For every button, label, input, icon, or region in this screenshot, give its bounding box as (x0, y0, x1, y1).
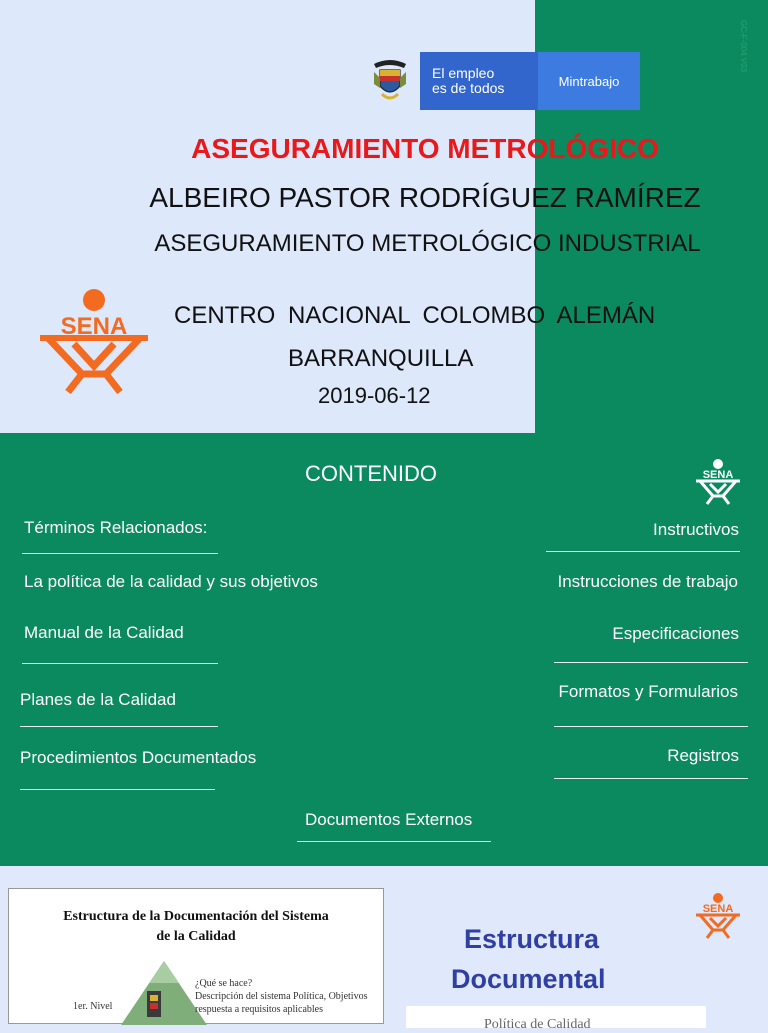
partial-image-text: Política de Calidad (484, 1017, 591, 1032)
colombia-coat-of-arms-icon (370, 58, 410, 102)
divider (554, 778, 748, 779)
subtitle: ASEGURAMIENTO METROLÓGICO INDUSTRIAL (154, 230, 701, 257)
contents-item-procedimientos: Procedimientos Documentados (20, 748, 257, 767)
sena-logo-icon (694, 892, 742, 940)
center-name: CENTRO NACIONAL COLOMBO ALEMÁN (174, 302, 656, 329)
contents-title: CONTENIDO (305, 461, 437, 486)
divider (554, 726, 748, 727)
divider (22, 553, 218, 554)
contents-item-externos: Documentos Externos (305, 810, 473, 829)
heading-line2: Documental (451, 964, 606, 994)
contents-item-manual: Manual de la Calidad (24, 623, 184, 642)
contents-item-formatos: Formatos y Formularios (558, 682, 738, 701)
partial-image (406, 1006, 706, 1032)
divider (20, 789, 215, 790)
contents-item-instructivos: Instructivos (653, 520, 739, 539)
city: BARRANQUILLA (288, 345, 474, 372)
divider (297, 841, 491, 842)
sena-logo-text: SENA (702, 469, 734, 481)
level-label: 1er. Nivel (73, 1001, 113, 1012)
divider (20, 726, 218, 727)
sena-logo-text: SENA (60, 313, 128, 340)
divider (22, 663, 218, 664)
contents-item-planes: Planes de la Calidad (20, 690, 176, 709)
heading-line1: Estructura (464, 924, 600, 954)
sena-logo-text: SENA (702, 903, 734, 915)
contents-item-politica: La política de la calidad y sus objetivos (24, 572, 318, 591)
sena-logo-icon (38, 288, 150, 396)
contents-item-terminos: Términos Relacionados: (24, 518, 208, 537)
title-slide (0, 0, 768, 433)
doc-title-line2: de la Calidad (156, 929, 236, 944)
author-name: ALBEIRO PASTOR RODRÍGUEZ RAMÍREZ (149, 182, 701, 213)
contents-item-especificaciones: Especificaciones (612, 624, 739, 643)
structure-slide (0, 866, 768, 1032)
description-line2: respuesta a requisitos aplicables (195, 1004, 324, 1015)
sena-logo-icon (694, 458, 742, 506)
logo-line2: es de todos (432, 80, 505, 96)
slide-title: ASEGURAMIENTO METROLÓGICO (191, 133, 659, 164)
doc-title-line1: Estructura de la Documentación del Sistema (63, 909, 329, 924)
mintrabajo-logo (420, 52, 640, 110)
document-structure-image (8, 888, 384, 1024)
contents-item-instrucciones: Instrucciones de trabajo (557, 572, 738, 591)
divider (546, 551, 740, 552)
date: 2019-06-12 (318, 383, 431, 408)
question-text: ¿Qué se hace? (195, 978, 253, 989)
divider (554, 662, 748, 663)
logo-line1: El empleo (432, 65, 495, 81)
description-line1: Descripción del sistema Política, Objetivos (195, 991, 368, 1002)
logo-brand: Mintrabajo (538, 52, 640, 110)
contents-item-registros: Registros (667, 746, 739, 765)
contents-slide (0, 433, 768, 866)
document-code: GC-F-004 V03 (739, 20, 748, 73)
